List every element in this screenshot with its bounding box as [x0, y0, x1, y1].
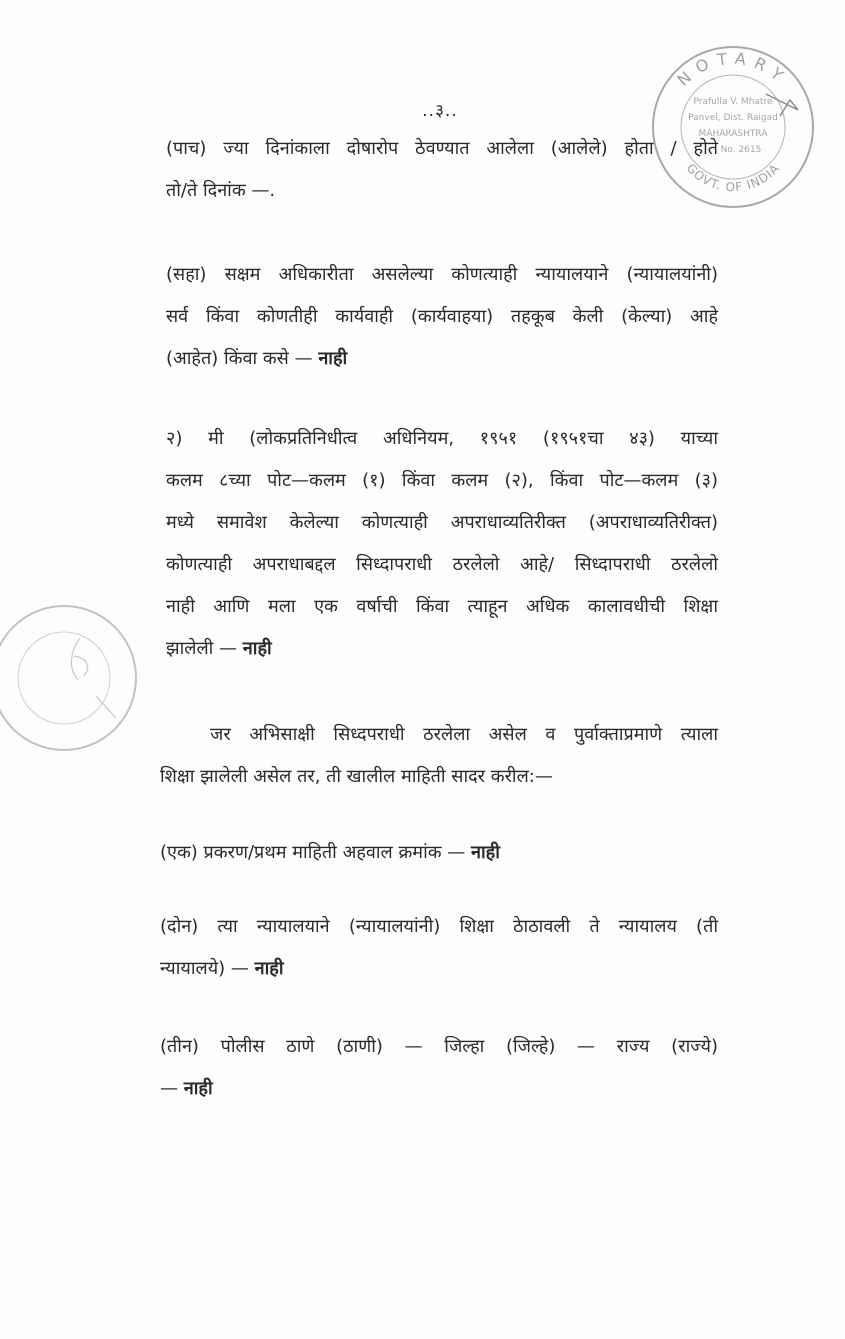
- stamp-arc-top: NOTARY: [673, 48, 793, 90]
- sub-2-line-2: [160, 948, 718, 990]
- item-6-line-2: सर्व किंवा कोणतीही कार्यवाही (कार्यवाहया) तहकूब केली (केल्या) आहे: [166, 306, 718, 327]
- notary-stamp: [648, 42, 818, 212]
- sub-3-paragraph: [160, 1026, 718, 1110]
- item-5-line-1: (पाच) ज्या दिनांकाला दोषारोप ठेवण्यात आलेला (आलेले) होता / होते: [166, 138, 718, 159]
- stamp-reg-no: No. 2615: [720, 145, 762, 155]
- sub-2-paragraph: [160, 906, 718, 990]
- sub-2-answer: नाही: [254, 958, 284, 979]
- item-6-answer: नाही: [318, 348, 348, 369]
- item-6-line-3: [166, 338, 718, 380]
- item-2-line-6: [166, 628, 718, 670]
- sub-1-text: (एक) प्रकरण/प्रथम माहिती अहवाल क्रमांक —: [160, 842, 466, 863]
- intro-line-1: जर अभिसाक्षी सिध्दपराधी ठरलेला असेल व पुर्वाक्ताप्रमाणे त्याला: [210, 724, 718, 745]
- item-2-line-6-text: झालेली —: [166, 638, 238, 659]
- sub-1-answer: नाही: [471, 842, 500, 863]
- item-2-line-3: मध्ये समावेश केलेल्या कोणत्याही अपराधाव्यतिरीक्त (अपराधाव्यतिरीक्त): [166, 512, 718, 533]
- item-2-line-5: नाही आणि मला एक वर्षाची किंवा त्याहून अधिक कालावधीची शिक्षा: [166, 596, 718, 617]
- sub-3-line-2: [160, 1068, 718, 1110]
- item-6-line-1: (सहा) सक्षम अधिकारीता असलेल्या कोणत्याही न्यायालयाने (न्यायालयांनी): [166, 264, 718, 285]
- sub-1-paragraph: [160, 832, 718, 874]
- sub-3-answer: नाही: [183, 1078, 213, 1099]
- item-2-paragraph: [166, 418, 718, 670]
- item-6-paragraph: [166, 254, 718, 380]
- notary-stamp-partial-left: [0, 596, 150, 766]
- stamp-place: Panvel, Dist. Raigad: [688, 113, 778, 123]
- item-2-line-2: कलम ८च्या पोट—कलम (१) किंवा कलम (२), किंवा पोट—कलम (३): [166, 470, 718, 491]
- sub-3-line-2-text: —: [160, 1078, 178, 1099]
- stamp-state: MAHARASHTRA: [698, 129, 768, 139]
- stamp-arc-bottom: GOVT. OF INDIA: [683, 160, 783, 195]
- sub-2-line-1: (दोन) त्या न्यायालयाने (न्यायालयांनी) शिक्षा ठेाठावली ते न्यायालय (ती: [160, 916, 718, 937]
- stamp-name: Prafulla V. Mhatre: [693, 97, 773, 107]
- sub-1-line: [160, 832, 718, 874]
- intro-paragraph: [160, 714, 718, 798]
- item-6-line-3-text: (आहेत) किंवा कसे —: [166, 348, 313, 369]
- sub-3-line-1: (तीन) पोलीस ठाणे (ठाणी) — जिल्हा (जिल्हे) — राज्य (राज्ये): [160, 1036, 718, 1057]
- sub-2-line-2-text: न्यायालये) —: [160, 958, 249, 979]
- item-2-line-1: २) मी (लोकप्रतिनिधीत्व अधिनियम, १९५१ (१९५१चा ४३) याच्या: [166, 428, 718, 449]
- item-5-line-2: तो/ते दिनांक —.: [166, 180, 276, 201]
- item-2-line-4: कोणत्याही अपराधाबद्दल सिध्दापराधी ठरलेलो आहे/ सिध्दापराधी ठरलेलो: [166, 554, 718, 575]
- page-number: ..३..: [422, 101, 458, 121]
- intro-line-2: शिक्षा झालेली असेल तर, ती खालील माहिती सादर करील:—: [160, 766, 553, 787]
- item-2-answer: नाही: [242, 638, 272, 659]
- item-5-paragraph: [166, 128, 718, 212]
